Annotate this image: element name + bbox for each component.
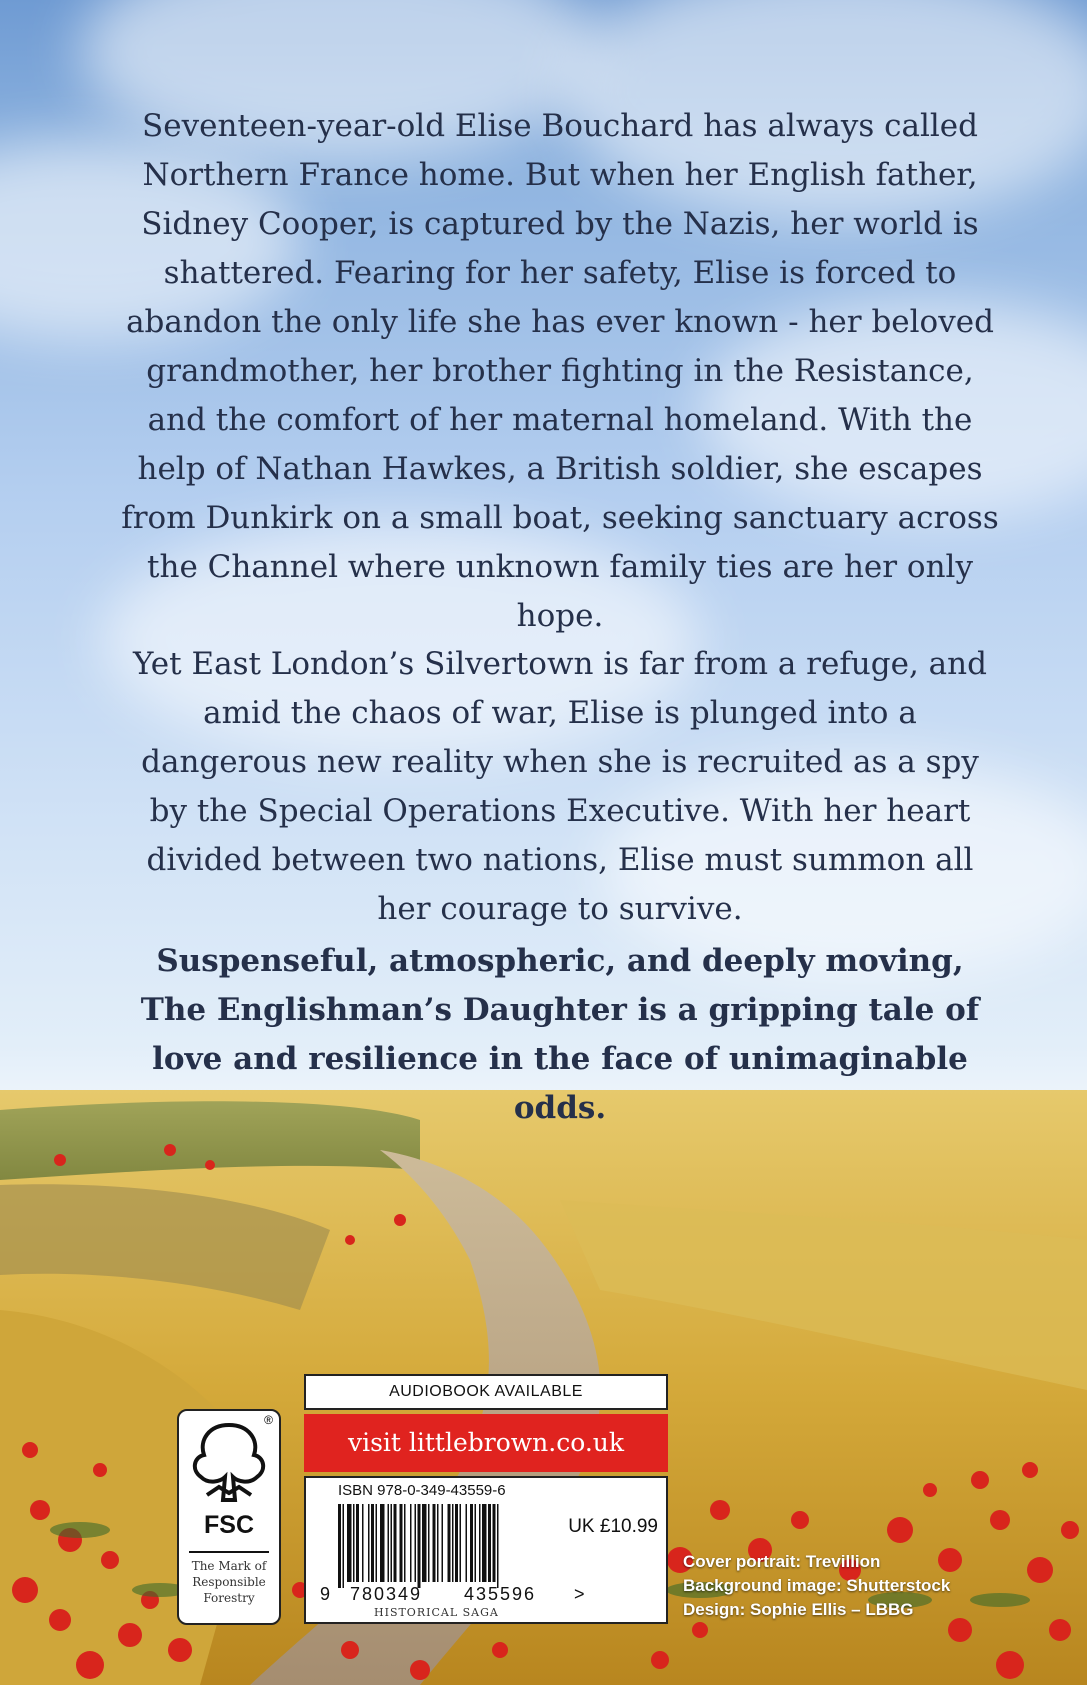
barcode-bar <box>422 1504 427 1582</box>
credit-background-image: Background image: Shutterstock <box>683 1576 951 1595</box>
credit-design: Design: Sophie Ellis – LBBG <box>683 1600 914 1619</box>
barcode-bar <box>428 1504 430 1582</box>
barcode-digits-group-2: 435596 <box>464 1584 537 1604</box>
barcode-box <box>304 1476 668 1624</box>
price-label: UK £10.99 <box>568 1516 658 1537</box>
isbn-text: ISBN 978-0-349-43559-6 <box>338 1482 506 1499</box>
fsc-tree-icon <box>179 1415 279 1515</box>
barcode-bar <box>356 1504 359 1582</box>
barcode-bar <box>475 1504 477 1582</box>
barcode-bar <box>497 1504 499 1588</box>
fsc-tagline-1: The Mark of <box>191 1559 267 1573</box>
barcode-quiet-mark: > <box>574 1584 585 1604</box>
barcode <box>338 1504 570 1588</box>
fsc-registered-mark: ® <box>264 1413 273 1427</box>
barcode-bar <box>415 1504 417 1582</box>
fsc-logo-box <box>177 1409 281 1625</box>
barcode-bar <box>470 1504 473 1582</box>
barcode-digits-group-1: 780349 <box>350 1584 423 1604</box>
genre-label: HISTORICAL SAGA <box>374 1606 499 1619</box>
audiobook-label: AUDIOBOOK AVAILABLE <box>304 1374 668 1410</box>
barcode-bar <box>452 1504 454 1582</box>
blurb-paragraph-2: Yet East London’s Silvertown is far from a refuge, and amid the chaos of war, Elise is plunged into a dangerous new reality when she is recruited as a spy by the Special Operations Executive. With her heart divided between two nations, Elise must summon all her courage to survive. <box>133 646 987 927</box>
barcode-bar <box>433 1504 436 1582</box>
barcode-bar <box>362 1504 364 1582</box>
fsc-divider <box>189 1551 269 1553</box>
credits <box>683 1550 950 1622</box>
barcode-bar <box>410 1504 412 1582</box>
barcode-bar <box>442 1504 444 1582</box>
barcode-bar <box>466 1504 468 1582</box>
barcode-bar <box>400 1504 403 1582</box>
barcode-bar <box>371 1504 374 1582</box>
barcode-bar <box>455 1504 458 1582</box>
barcode-bar <box>448 1504 451 1582</box>
website-banner[interactable]: visit littlebrown.co.uk <box>304 1414 668 1472</box>
blurb-paragraph-1: Seventeen-year-old Elise Bouchard has always called Northern France home. But when her English father, Sidney Cooper, is captured by the Nazis, her world is shattered. Fearing for her safety, Elise is forced to abandon the only life she has ever known - her beloved grandmother, her brother fighting in the Resistance, and the comfort of her maternal homeland. With the help of Nathan Hawkes, a British soldier, she escapes from Dunkirk on a small boat, seeking sanctuary across the Channel where unknown family ties are her only hope. <box>121 108 999 634</box>
barcode-bar <box>488 1504 491 1582</box>
barcode-bar <box>380 1504 385 1582</box>
barcode-bar <box>376 1504 378 1582</box>
barcode-bar <box>493 1504 496 1582</box>
barcode-bar <box>437 1504 439 1582</box>
barcode-bar <box>338 1504 341 1588</box>
barcode-digit-lead: 9 <box>320 1584 331 1604</box>
barcode-bar <box>388 1504 390 1582</box>
fsc-tagline-3: Forestry <box>203 1591 255 1605</box>
barcode-bar <box>347 1504 352 1582</box>
barcode-bar <box>394 1504 397 1582</box>
fsc-label: FSC <box>204 1511 254 1539</box>
barcode-bar <box>391 1504 393 1582</box>
fsc-tagline-2: Responsible <box>192 1575 266 1589</box>
barcode-bar <box>482 1504 487 1582</box>
barcode-bar <box>343 1504 345 1588</box>
barcode-bar <box>460 1504 462 1582</box>
barcode-bar <box>368 1504 370 1582</box>
barcode-bar <box>418 1504 421 1588</box>
barcode-bar <box>353 1504 355 1582</box>
barcode-bar <box>404 1504 406 1582</box>
barcode-bar <box>479 1504 481 1582</box>
credit-cover-portrait: Cover portrait: Trevillion <box>683 1552 881 1571</box>
blurb-paragraph-3: Suspenseful, atmospheric, and deeply moving, The Englishman’s Daughter is a gripping tale of love and resilience in the face of unimaginable odds. <box>140 943 980 1126</box>
